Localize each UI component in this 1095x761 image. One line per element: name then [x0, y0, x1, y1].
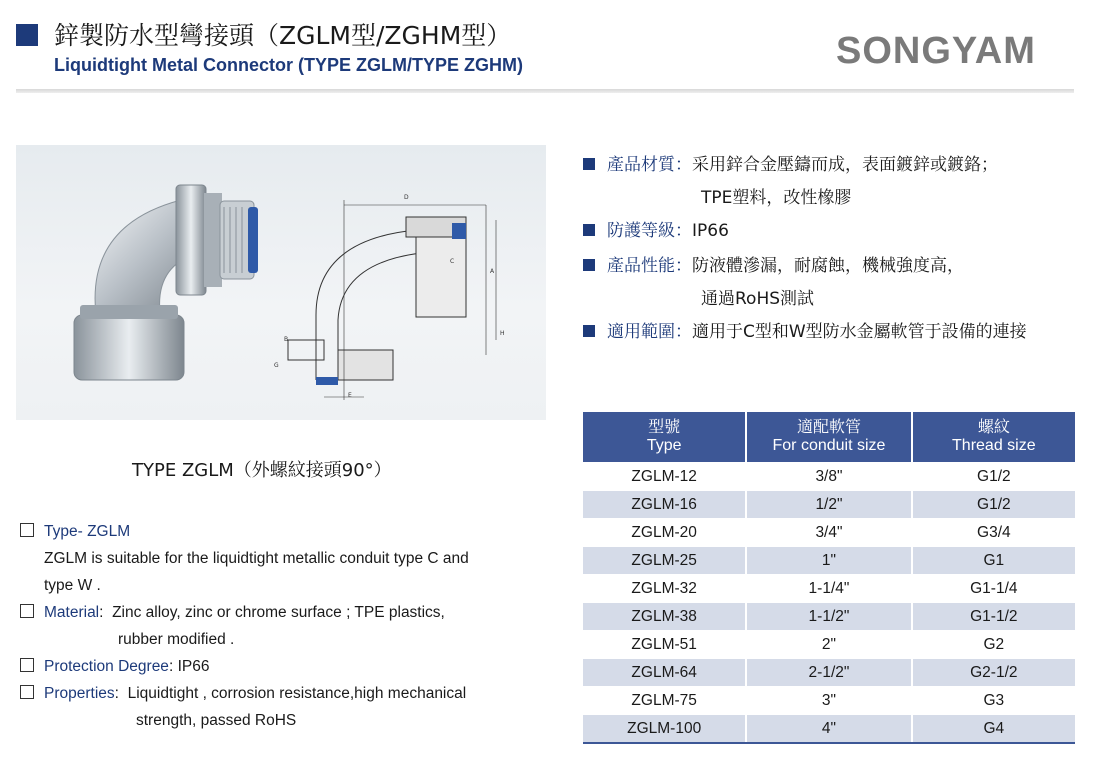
- protection-row: [20, 658, 209, 676]
- cn-performance-label: 產品性能: [607, 256, 675, 276]
- cell-thread-size: G3: [912, 687, 1075, 715]
- material-separator: :: [99, 604, 104, 621]
- table-row: [583, 463, 1075, 491]
- cn-material-line-2: TPE塑料，改性橡膠: [701, 188, 852, 208]
- dim-label-c: C: [450, 258, 455, 265]
- table-row: [583, 687, 1075, 715]
- header-divider: [16, 89, 1074, 93]
- properties-line-2: strength, passed RoHS: [136, 712, 297, 729]
- table-row: [583, 519, 1075, 547]
- cell-thread-size: G1/2: [912, 463, 1075, 491]
- dim-label-a: A: [490, 268, 495, 275]
- cell-type: ZGLM-51: [583, 631, 746, 659]
- dim-label-e: E: [348, 392, 352, 399]
- cell-thread-size: G1: [912, 547, 1075, 575]
- page-title-cn: 鋅製防水型彎接頭（ZGLM型/ZGHM型）: [54, 21, 512, 50]
- square-bullet-icon: [583, 325, 595, 337]
- cn-material-label: 產品材質: [607, 155, 675, 175]
- type-desc-1: ZGLM is suitable for the liquidtight metallic conduit type C and: [44, 550, 469, 567]
- product-figure: [16, 145, 546, 420]
- header-type: 型號 Type: [583, 412, 746, 463]
- header-square-icon: [16, 24, 38, 46]
- page-title-en: Liquidtight Metal Connector (TYPE ZGLM/TYPE ZGHM): [54, 55, 523, 75]
- cell-thread-size: G1/2: [912, 491, 1075, 519]
- protection-separator: :: [168, 658, 174, 675]
- cell-type: ZGLM-100: [583, 715, 746, 744]
- properties-separator: :: [114, 685, 119, 702]
- protection-value: IP66: [177, 658, 210, 675]
- dim-label-b: B: [284, 336, 289, 343]
- cell-type: ZGLM-16: [583, 491, 746, 519]
- cell-type: ZGLM-75: [583, 687, 746, 715]
- cell-thread-size: G4: [912, 715, 1075, 744]
- cell-conduit-size: 3": [746, 687, 911, 715]
- cell-conduit-size: 2-1/2": [746, 659, 911, 687]
- cn-performance-line-2: 通過RoHS測試: [701, 289, 815, 309]
- square-bullet-icon: [583, 259, 595, 271]
- cell-type: ZGLM-64: [583, 659, 746, 687]
- cell-thread-size: G2-1/2: [912, 659, 1075, 687]
- cn-material-row: 產品材質：采用鋅合金壓鑄而成，表面鍍鋅或鍍鉻；: [583, 150, 998, 175]
- cell-thread-size: G1-1/4: [912, 575, 1075, 603]
- square-bullet-icon: [583, 158, 595, 170]
- cell-type: ZGLM-32: [583, 575, 746, 603]
- properties-row: [20, 685, 466, 703]
- protection-label: Protection Degree: [44, 658, 169, 675]
- cell-type: ZGLM-12: [583, 463, 746, 491]
- table-header-row: [583, 412, 1075, 463]
- checkbox-icon: [20, 685, 34, 699]
- material-label: Material: [44, 604, 100, 621]
- material-line-1: Zinc alloy, zinc or chrome surface ; TPE plastics,: [112, 604, 445, 621]
- cell-conduit-size: 2": [746, 631, 911, 659]
- table-row: [583, 603, 1075, 631]
- product-image-panel: [16, 145, 546, 420]
- cell-thread-size: G2: [912, 631, 1075, 659]
- cell-thread-size: G3/4: [912, 519, 1075, 547]
- cell-conduit-size: 3/8": [746, 463, 911, 491]
- cell-conduit-size: 3/4": [746, 519, 911, 547]
- dim-label-g: G: [274, 362, 279, 369]
- spec-table: [583, 412, 1075, 744]
- cn-performance-row: 產品性能：防液體滲漏，耐腐蝕，機械強度高，: [583, 251, 964, 276]
- material-row: [20, 604, 445, 622]
- cell-thread-size: G1-1/2: [912, 603, 1075, 631]
- cn-scope-line-1: 適用于C型和W型防水金屬軟管于設備的連接: [692, 322, 1027, 342]
- cell-conduit-size: 4": [746, 715, 911, 744]
- brand-logo: SONGYAM: [836, 30, 1036, 72]
- properties-line-1: Liquidtight , corrosion resistance,high mechanical: [127, 685, 467, 702]
- cn-protection-value: IP66: [692, 221, 729, 241]
- table-row: [583, 659, 1075, 687]
- material-line-2: rubber modified .: [118, 631, 235, 648]
- cell-conduit-size: 1-1/2": [746, 603, 911, 631]
- type-row: [20, 523, 130, 541]
- cn-material-line-1: 采用鋅合金壓鑄而成，表面鍍鋅或鍍鉻；: [692, 155, 998, 175]
- properties-label: Properties: [44, 685, 115, 702]
- cell-type: ZGLM-25: [583, 547, 746, 575]
- connector-photo: [74, 185, 258, 380]
- checkbox-icon: [20, 523, 34, 537]
- cn-scope-row: 適用範圍：適用于C型和W型防水金屬軟管于設備的連接: [583, 317, 1027, 342]
- square-bullet-icon: [583, 224, 595, 236]
- connector-drawing: [288, 200, 496, 400]
- type-label: Type- ZGLM: [44, 523, 131, 540]
- checkbox-icon: [20, 604, 34, 618]
- cell-conduit-size: 1-1/4": [746, 575, 911, 603]
- type-desc-2: type W .: [44, 577, 101, 594]
- cn-protection-label: 防護等級: [607, 221, 675, 241]
- table-row: [583, 575, 1075, 603]
- cell-type: ZGLM-20: [583, 519, 746, 547]
- table-row: [583, 715, 1075, 744]
- cn-protection-row: 防護等級：IP66: [583, 216, 729, 241]
- cell-conduit-size: 1/2": [746, 491, 911, 519]
- cn-scope-label: 適用範圍: [607, 322, 675, 342]
- cell-conduit-size: 1": [746, 547, 911, 575]
- figure-caption: TYPE ZGLM（外螺紋接頭90°）: [132, 460, 392, 481]
- cell-type: ZGLM-38: [583, 603, 746, 631]
- dim-label-h: H: [500, 330, 505, 337]
- header-conduit-size: 適配軟管 For conduit size: [746, 412, 911, 463]
- table-row: [583, 547, 1075, 575]
- checkbox-icon: [20, 658, 34, 672]
- header-thread-size: 螺紋 Thread size: [912, 412, 1075, 463]
- table-row: [583, 631, 1075, 659]
- table-row: [583, 491, 1075, 519]
- cn-performance-line-1: 防液體滲漏，耐腐蝕，機械強度高，: [692, 256, 964, 276]
- dim-label-d: D: [404, 194, 409, 201]
